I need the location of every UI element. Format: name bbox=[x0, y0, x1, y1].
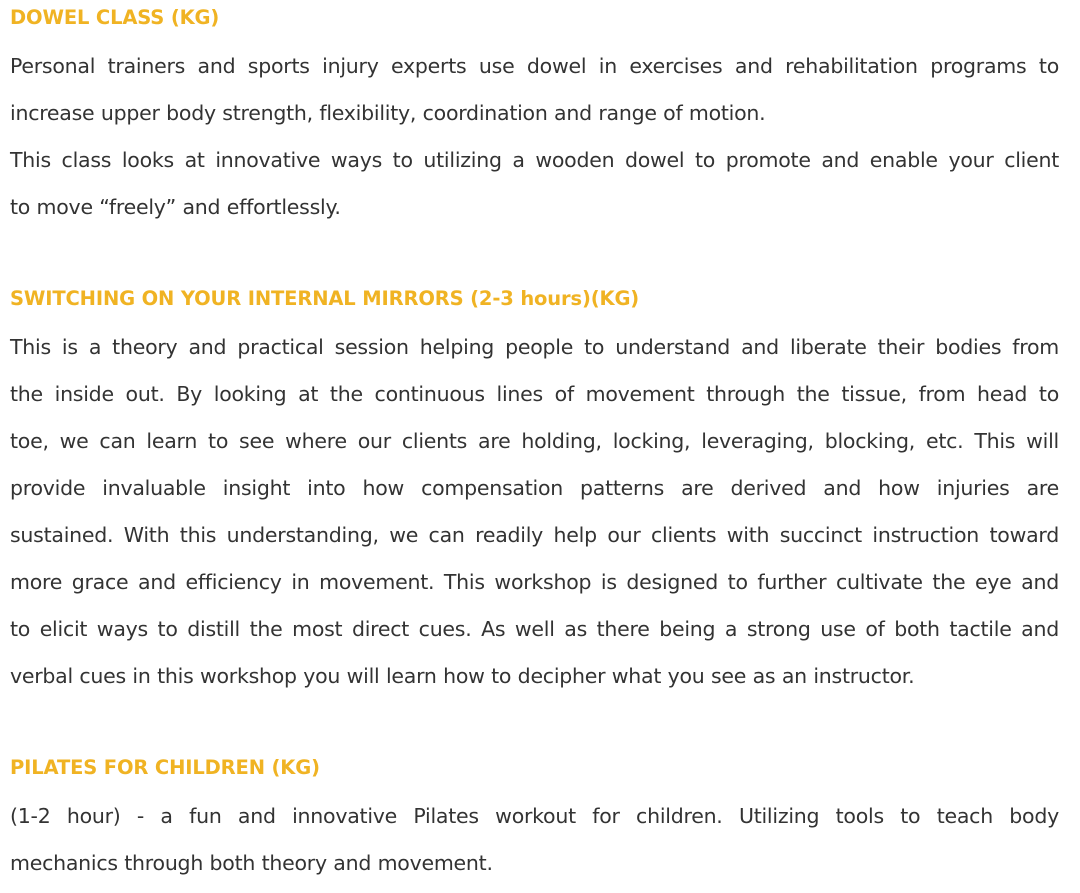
body-line: to move “freely” and effortlessly. bbox=[10, 195, 341, 219]
body-line: This is a theory and practical session helping people to understand and liberate their bodies from bbox=[10, 335, 1059, 359]
body-line: Personal trainers and sports injury experts use dowel in exercises and rehabilitation programs to bbox=[10, 54, 1059, 78]
section-title: SWITCHING ON YOUR INTERNAL MIRRORS (2-3 hours)(KG) bbox=[10, 287, 640, 310]
section-title: DOWEL CLASS (KG) bbox=[10, 6, 220, 29]
body-line: the inside out. By looking at the continuous lines of movement through the tissue, from head to bbox=[10, 382, 1059, 406]
body-line: more grace and efficiency in movement. This workshop is designed to further cultivate the eye and bbox=[10, 570, 1059, 594]
body-line: toe, we can learn to see where our clients are holding, locking, leveraging, blocking, etc. This will bbox=[10, 429, 1059, 453]
section-body bbox=[10, 793, 1059, 887]
section-pilates-for-children bbox=[10, 756, 1059, 887]
body-line: increase upper body strength, flexibility, coordination and range of motion. bbox=[10, 101, 766, 125]
section-title: PILATES FOR CHILDREN (KG) bbox=[10, 756, 320, 779]
section-body bbox=[10, 324, 1059, 700]
body-line: verbal cues in this workshop you will learn how to decipher what you see as an instructor. bbox=[10, 664, 915, 688]
section-dowel-class bbox=[10, 6, 1059, 231]
section-internal-mirrors bbox=[10, 287, 1059, 700]
body-line: mechanics through both theory and movement. bbox=[10, 851, 493, 875]
body-line: provide invaluable insight into how compensation patterns are derived and how injuries are bbox=[10, 476, 1059, 500]
body-line: to elicit ways to distill the most direct cues. As well as there being a strong use of both tactile and bbox=[10, 617, 1059, 641]
body-line: This class looks at innovative ways to utilizing a wooden dowel to promote and enable your client bbox=[10, 148, 1059, 172]
body-line: sustained. With this understanding, we can readily help our clients with succinct instruction toward bbox=[10, 523, 1059, 547]
section-body bbox=[10, 43, 1059, 231]
body-line: (1-2 hour) - a fun and innovative Pilates workout for children. Utilizing tools to teach body bbox=[10, 804, 1059, 828]
